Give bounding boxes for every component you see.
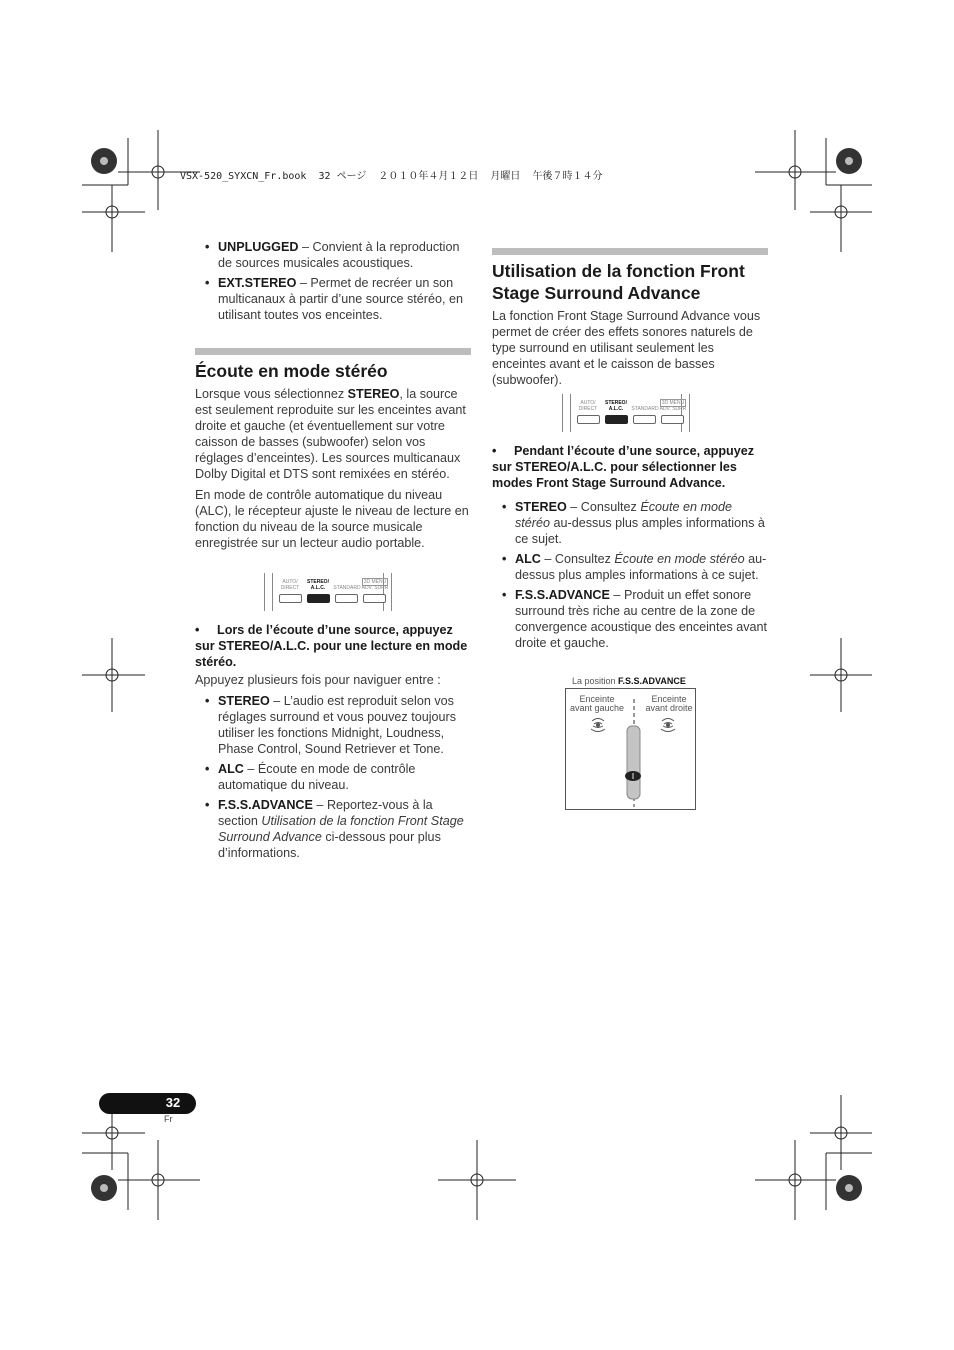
list-item: • STEREO – Consultez Écoute en mode stéréo au-dessus plus amples informations à ce sujet. xyxy=(492,499,770,547)
left-column xyxy=(195,239,471,327)
fss-section xyxy=(492,248,768,388)
standard-label: STANDARD xyxy=(333,585,361,591)
list-item: • ALC – Écoute en mode de contrôle automatique du niveau. xyxy=(195,761,471,793)
list-item: • UNPLUGGED – Convient à la reproduction de sources musicales acoustiques. xyxy=(195,239,471,271)
stereo-section xyxy=(195,348,471,551)
section-bar xyxy=(195,348,471,355)
section-title: Utilisation de la fonction Front Stage Surround Advance xyxy=(492,261,745,303)
instruction-step: • Lors de l’écoute d’une source, appuyez sur STEREO/A.L.C. pour une lecture en mode stéréo. xyxy=(195,623,468,669)
right-speaker-icon xyxy=(661,719,675,732)
right-speaker-label: Enceinte avant droite xyxy=(645,694,693,713)
stereo-instructions xyxy=(195,622,471,865)
page-language: Fr xyxy=(164,1114,173,1124)
left-speaker-icon xyxy=(591,719,605,732)
3d-menu-label: 3D MENU ADV. SURR xyxy=(659,400,687,412)
list-item: • ALC – Consultez Écoute en mode stéréo au-dessus plus amples informations à ce sujet. xyxy=(492,551,770,583)
stereo-alc-label: STEREO/ A.L.C. xyxy=(605,400,627,412)
auto-direct-label: AUTO/ DIRECT xyxy=(578,400,598,412)
paragraph: En mode de contrôle automatique du niveau (ALC), le récepteur ajuste le niveau de lecture en fonction du niveau de la source musicale enregistrée sur un lecteur audio portable. xyxy=(195,488,469,550)
list-item: • F.S.S.ADVANCE – Reportez-vous à la section Utilisation de la fonction Front Stage Surround Advance ci-dessous pour plus d’informations. xyxy=(195,797,471,861)
list-item: • STEREO – L’audio est reproduit selon vos réglages surround et vous pouvez toujours utiliser les fonctions Midnight, Loudness, Phase Control, Sound Retriever et Tone. xyxy=(195,693,471,757)
stereo-alc-label: STEREO/ A.L.C. xyxy=(307,579,329,591)
remote-frame-left xyxy=(264,573,273,611)
list-item: • EXT.STEREO – Permet de recréer un son multicanaux à partir d’une source stéréo, en utilisant toutes vos enceintes. xyxy=(195,275,471,323)
remote-buttons-illustration xyxy=(562,394,690,438)
section-bar xyxy=(492,248,768,255)
section-title: Écoute en mode stéréo xyxy=(195,361,388,381)
3d-menu-label: 3D MENU ADV. SURR xyxy=(361,579,389,591)
speaker-position-graphic xyxy=(566,689,695,809)
standard-button xyxy=(633,415,656,424)
adv-surr-button xyxy=(661,415,684,424)
stereo-alc-button xyxy=(307,594,330,603)
stereo-alc-button xyxy=(605,415,628,424)
adv-surr-button xyxy=(363,594,386,603)
fss-instructions xyxy=(492,443,770,655)
remote-frame-left xyxy=(562,394,571,432)
standard-label: STANDARD xyxy=(631,406,659,412)
diagram-caption: La position F.S.S.ADVANCE xyxy=(572,676,686,686)
standard-button xyxy=(335,594,358,603)
left-speaker-label: Enceinte avant gauche xyxy=(569,694,625,713)
paragraph: Lorsque vous sélectionnez STEREO, la source est seulement reproduite sur les enceintes avant droite et gauche (et éventuellement sur votre caisson de basses (subwoofer) selon vos réglages d’enceintes). Les sources multicanaux Dolby Digital et DTS sont remixées en stéréo. xyxy=(195,387,466,481)
page-number: 32 xyxy=(165,1095,181,1110)
auto-direct-label: AUTO/ DIRECT xyxy=(280,579,300,591)
paragraph: La fonction Front Stage Surround Advance vous permet de créer des effets sonores naturels de type surround en utilisant seulement les enceintes avant et le caisson de basses (subwoofer). xyxy=(492,309,761,387)
print-file-header: VSX-520_SYXCN_Fr.book 32 ページ ２０１０年４月１２日 月曜日 午後７時１４分 xyxy=(180,171,603,182)
auto-direct-button xyxy=(279,594,302,603)
remote-buttons-illustration xyxy=(264,573,392,617)
paragraph: Appuyez plusieurs fois pour naviguer entre : xyxy=(195,673,441,687)
list-item: • F.S.S.ADVANCE – Produit un effet sonore surround très riche au centre de la zone de convergence acoustique des enceintes avant droite et gauche. xyxy=(492,587,770,651)
instruction-step: • Pendant l’écoute d’une source, appuyez sur STEREO/A.L.C. pour sélectionner les modes Front Stage Surround Advance. xyxy=(492,444,755,490)
fss-position-diagram xyxy=(565,688,696,810)
auto-direct-button xyxy=(577,415,600,424)
